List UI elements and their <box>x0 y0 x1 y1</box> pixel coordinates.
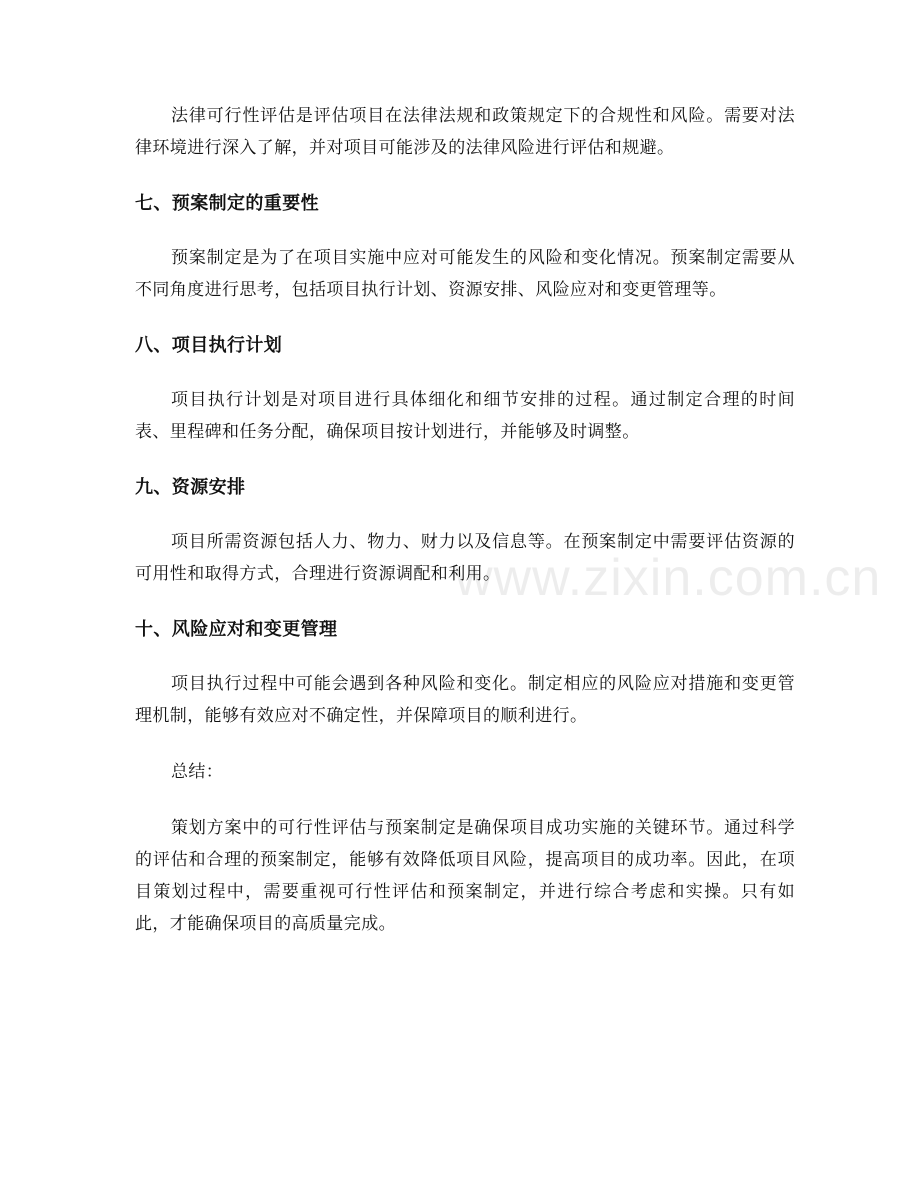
paragraph-section-8: 项目执行计划是对项目进行具体细化和细节安排的过程。通过制定合理的时间表、里程碑和任务分配，确保项目按计划进行，并能够及时调整。 <box>135 390 795 442</box>
paragraph-summary: 策划方案中的可行性评估与预案制定是确保项目成功实施的关键环节。通过科学的评估和合理的预案制定，能够有效降低项目风险，提高项目的成功率。因此，在项目策划过程中，需要重视可行性评估和预案制定，并进行综合考虑和实操。只有如此，才能确保项目的高质量完成。 <box>135 818 795 934</box>
section-heading-7: 七、预案制定的重要性 <box>135 193 319 214</box>
paragraph-section-10: 项目执行过程中可能会遇到各种风险和变化。制定相应的风险应对措施和变更管理机制，能够有效应对不确定性，并保障项目的顺利进行。 <box>135 674 795 726</box>
summary-label: 总结： <box>171 762 224 782</box>
document-body <box>135 100 795 940</box>
section-heading-10: 十、风险应对和变更管理 <box>135 619 338 640</box>
paragraph-section-7: 预案制定是为了在项目实施中应对可能发生的风险和变化情况。预案制定需要从不同角度进行思考，包括项目执行计划、资源安排、风险应对和变更管理等。 <box>135 248 795 300</box>
paragraph-section-9: 项目所需资源包括人力、物力、财力以及信息等。在预案制定中需要评估资源的可用性和取得方式，合理进行资源调配和利用。 <box>135 532 795 584</box>
section-heading-9: 九、资源安排 <box>135 477 246 498</box>
watermark-text: www.zixin.com.cn <box>455 549 882 607</box>
section-heading-8: 八、项目执行计划 <box>135 335 283 356</box>
paragraph-legal-feasibility: 法律可行性评估是评估项目在法律法规和政策规定下的合规性和风险。需要对法律环境进行深入了解，并对项目可能涉及的法律风险进行评估和规避。 <box>135 106 795 158</box>
